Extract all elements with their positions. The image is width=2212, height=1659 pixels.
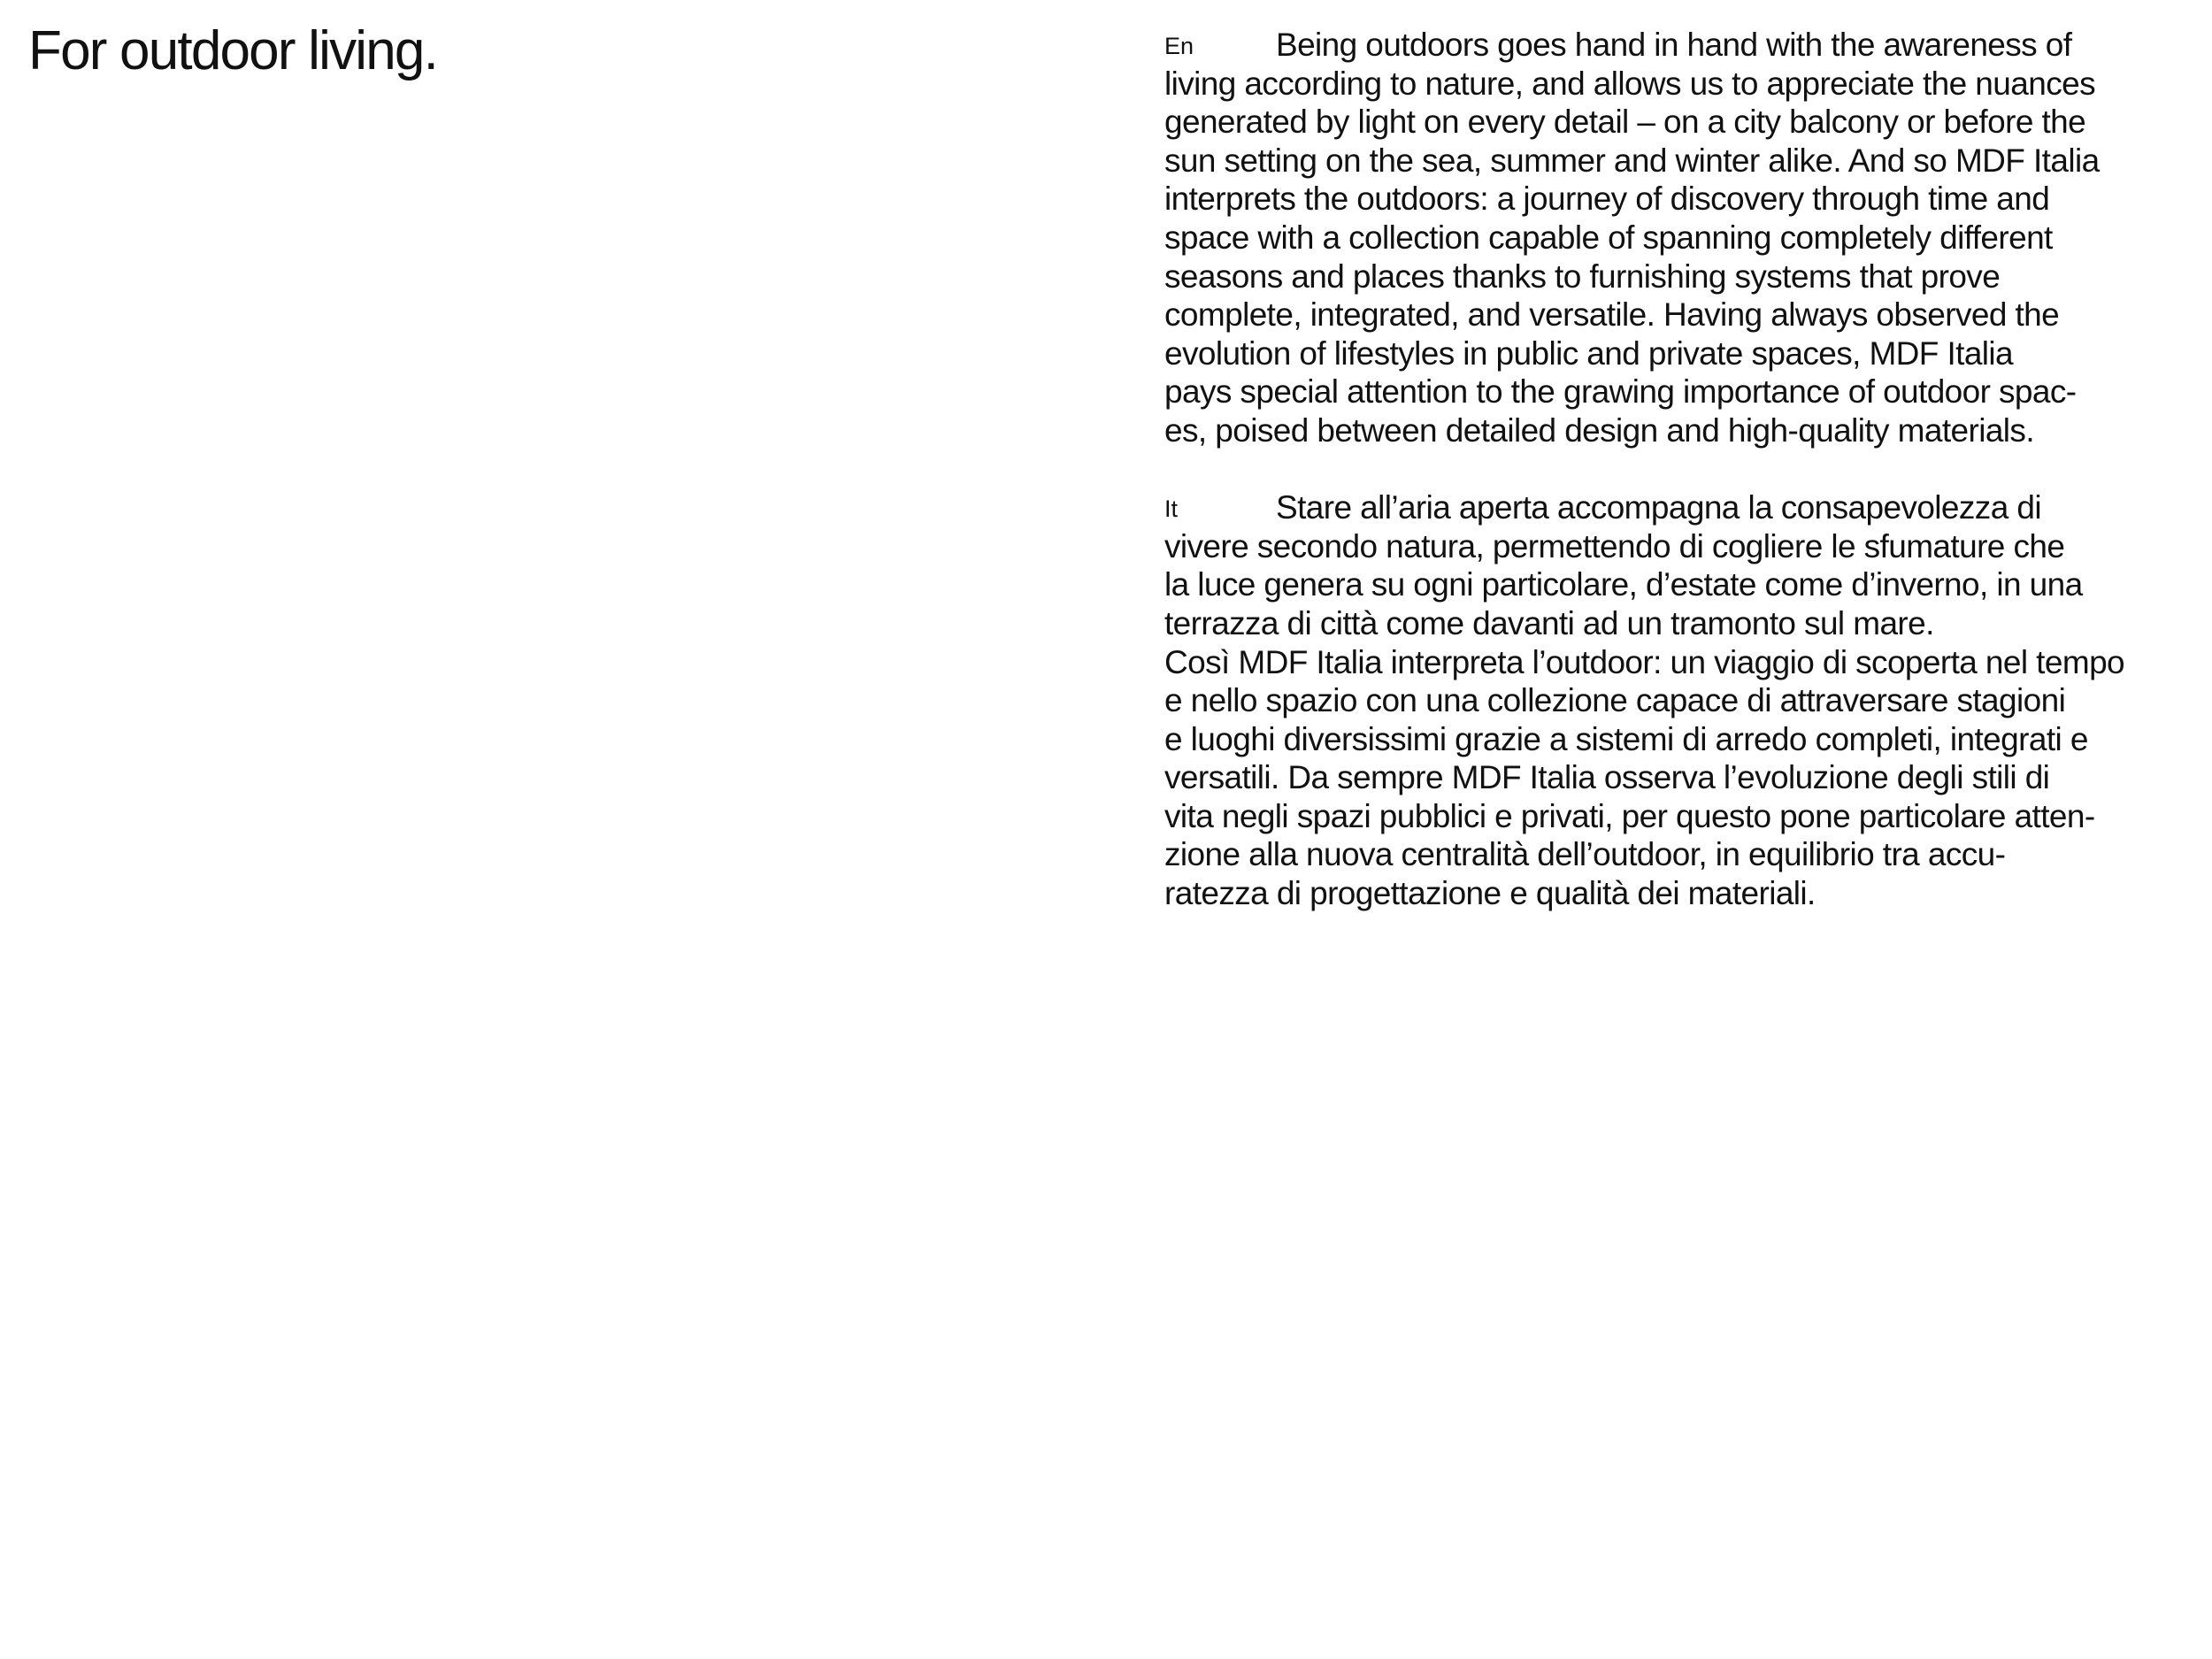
- english-paragraph-text: Being outdoors goes hand in hand with the awareness of living according to nature, and allows us to appreciate the nuances generated by light on every detail – on a city balcony or before the sun setting on the sea, summer and winter alike. And so MDF Italia interprets the outdoors: a journey of discovery through time and space with a collection capable of spanning completely different seasons and places thanks to furnishing systems that prove complete, integrated, and versatile. Having always observed the evolution of lifestyles in public and private spaces, MDF Italia pays special attention to the grawing importance of outdoor spac- es, poised between detailed design and high-quality materials.: [1164, 27, 2100, 449]
- page-title: For outdoor living.: [28, 20, 438, 81]
- text-column: [1164, 26, 2198, 913]
- language-tag-it: It: [1164, 495, 1179, 523]
- language-tag-en: En: [1164, 33, 1194, 59]
- english-paragraph: [1164, 26, 2198, 450]
- italian-paragraph-text: Stare all’aria aperta accompagna la consapevolezza di vivere secondo natura, permettendo di cogliere le sfumature che la luce genera su ogni particolare, d’estate come d’inverno, in una terrazza di città come davanti ad un tramonto sul mare. Così MDF Italia interpreta l’outdoor: un viaggio di scoperta nel tempo e nello spazio con una collezione capace di attraversare stagioni e luoghi diversissimi grazie a sistemi di arredo completi, integrati e versatili. Da sempre MDF Italia osserva l’evoluzione degli stili di vita negli spazi pubblici e privati, per questo pone particolare atten- zione alla nuova centralità dell’outdoor, in equilibrio tra accu- ratezza di progettazione e qualità dei materiali.: [1164, 489, 2125, 912]
- italian-paragraph: [1164, 488, 2198, 913]
